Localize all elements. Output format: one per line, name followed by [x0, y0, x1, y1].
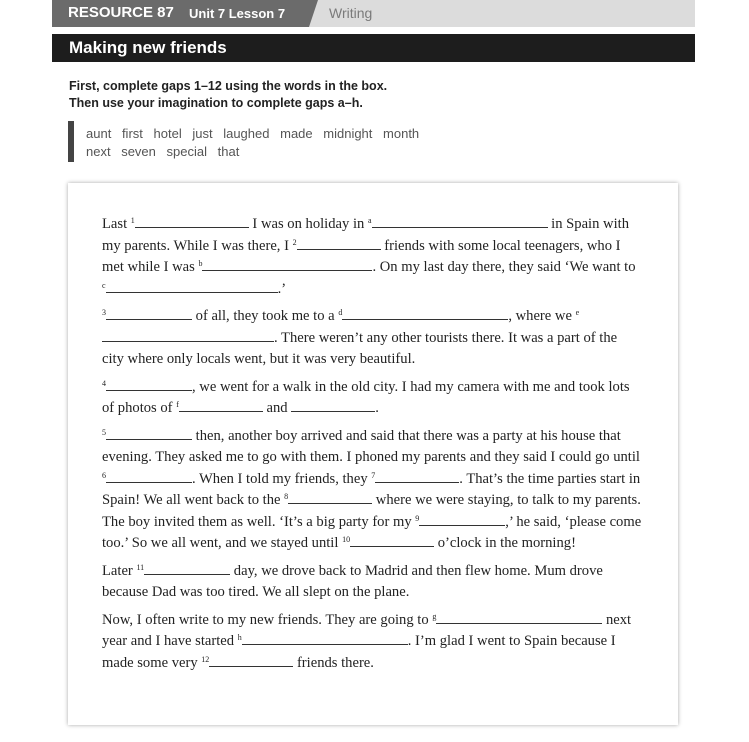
gap-marker: 2: [292, 237, 297, 247]
gap-f1[interactable]: [179, 398, 263, 412]
gap-6[interactable]: [106, 469, 192, 483]
gap-1[interactable]: [135, 214, 249, 228]
paragraph-5: Later $^{11}$ day, we drove back to Madrid and then flew home. Mum drove because Dad was too tired. We all slept on the plane.: [102, 562, 603, 600]
gap-9[interactable]: [419, 512, 505, 526]
word: hotel: [153, 126, 182, 141]
word: that: [217, 144, 240, 159]
gap-marker: 6: [102, 470, 106, 480]
gap-marker: g: [432, 611, 437, 621]
gap-10[interactable]: [350, 533, 434, 547]
title-bar: [52, 34, 695, 62]
gap-b[interactable]: [202, 257, 372, 271]
gap-marker: 9: [415, 513, 420, 523]
page-title: Making new friends: [69, 38, 227, 57]
gap-f2[interactable]: [291, 398, 375, 412]
paragraph-4: $^5$ then, another boy arrived and said that there was a party at his house that evening. They asked me to go with them. I phoned my parents and they said I could go until $^6$ . When I told my friends, they $^7$ . That’s the time parties start in Spain! We all went back to the $^8$ where we were staying, to talk to my parents. The boy invited them as well. ‘It’s a big party for my $^9$ ,’ he said, ‘please come too.’ So we all went, and we stayed until $^{10}$ o’clock in the morning!: [102, 427, 642, 551]
gap-marker: 10: [342, 535, 351, 544]
paragraph-6: Now, I often write to my new friends. They are going to $^g$ next year and I have started $^h$ . I’m glad I went to Spain because I made some very $^{12}$ friends there.: [102, 611, 632, 671]
section-label: Writing: [329, 5, 373, 21]
word-box-bar: [68, 121, 74, 162]
unit-lesson: Unit 7 Lesson 7: [189, 6, 286, 21]
word: special: [166, 144, 207, 159]
paragraph-2: $^3$ of all, they took me to a $^d$ , where we $^e$. There weren’t any other tourists there. It was a part of the city where only locals went, but it was very beautiful.: [102, 308, 618, 367]
gap-marker: h: [237, 633, 242, 642]
word-box: [86, 125, 506, 161]
gap-d[interactable]: [342, 306, 508, 320]
word: first: [121, 126, 143, 141]
gap-marker: 11: [136, 562, 145, 572]
gap-7[interactable]: [375, 469, 459, 483]
paragraph-3: $^4$ , we went for a walk in the old city. I had my camera with me and took lots of photos of $^f$ and .: [102, 378, 630, 416]
gap-marker: 4: [102, 378, 106, 388]
story-text: [102, 214, 642, 680]
gap-g[interactable]: [436, 610, 602, 624]
gap-4[interactable]: [106, 377, 192, 391]
gap-8[interactable]: [288, 490, 372, 504]
gap-marker: 5: [102, 427, 106, 437]
gap-c[interactable]: [106, 279, 278, 293]
gap-5[interactable]: [106, 426, 192, 440]
gap-marker: f: [176, 400, 179, 409]
resource-number: RESOURCE 87: [68, 4, 174, 21]
gap-2[interactable]: [297, 236, 381, 250]
gap-marker: b: [198, 259, 203, 268]
instruction-line-2: Then use your imagination to complete gaps a–h.: [69, 96, 363, 110]
gap-marker: c: [102, 280, 106, 290]
resource-header: [52, 0, 695, 27]
instructions: [69, 78, 387, 112]
instruction-line-1: First, complete gaps 1–12 using the words in the box.: [69, 79, 388, 93]
word: next: [86, 144, 111, 159]
gap-marker: 1: [130, 216, 135, 225]
word: seven: [121, 144, 156, 159]
word: midnight: [323, 126, 373, 141]
gap-12[interactable]: [209, 653, 293, 667]
word: made: [280, 126, 313, 141]
gap-marker: e: [575, 308, 580, 317]
word: month: [383, 126, 420, 141]
gap-marker: d: [338, 308, 343, 317]
gap-e[interactable]: [102, 328, 274, 342]
gap-a[interactable]: [372, 214, 548, 228]
gap-marker: 3: [102, 308, 106, 317]
gap-marker: a: [367, 216, 372, 225]
word: laughed: [223, 126, 270, 141]
gap-h[interactable]: [242, 631, 408, 645]
gap-marker: 12: [201, 654, 210, 664]
word: just: [192, 126, 213, 141]
paragraph-1: Last $^1$ I was on holiday in $^a$ in Spain with my parents. While I was there, I $^2$ friends with some local teenagers, who I met while I was $^b$ . On my last day there, they said ‘We want to $^c$ .’: [102, 216, 636, 297]
gap-marker: 8: [284, 492, 289, 501]
gap-11[interactable]: [144, 561, 230, 575]
gap-marker: 7: [371, 470, 376, 480]
gap-3[interactable]: [106, 306, 192, 320]
word: aunt: [86, 126, 112, 141]
header-slant: [309, 0, 318, 27]
